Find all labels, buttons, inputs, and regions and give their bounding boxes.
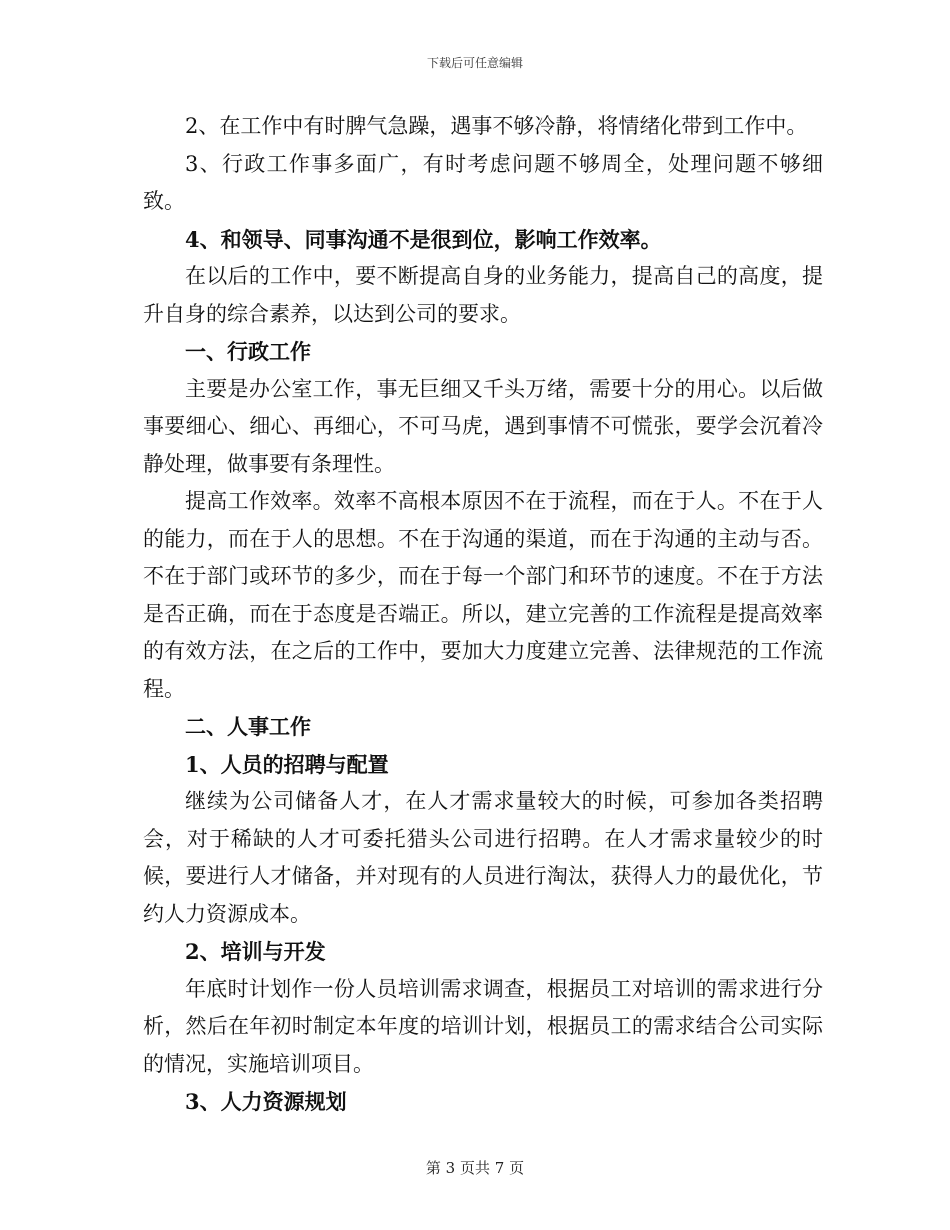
- section-heading: 一、行政工作: [185, 339, 311, 364]
- paragraph: 继续为公司储备人才，在人才需求量较大的时候，可参加各类招聘会，对于稀缺的人才可委托猎头公司进行招聘。在人才需求量较少的时候，要进行人才储备，并对现有的人员进行淘汰，获得人力的最优化，节约人力资源成本。: [143, 789, 823, 926]
- paragraph: 主要是办公室工作，事无巨细又千头万绪，需要十分的用心。以后做事要细心、细心、再细心，不可马虎，遇到事情不可慌张，要学会沉着冷静处理，做事要有条理性。: [143, 376, 823, 476]
- page-footer: 第 3 页共 7 页: [425, 1159, 525, 1177]
- paragraph: 提高工作效率。效率不高根本原因不在于流程，而在于人。不在于人的能力，而在于人的思想。不在于沟通的渠道，而在于沟通的主动与否。不在于部门或环节的多少，而在于每一个部门和环节的速度。不在于方法是否正确，而在于态度是否端正。所以，建立完善的工作流程是提高效率的有效方法，在之后的工作中，要加大力度建立完善、法律规范的工作流程。: [143, 489, 823, 701]
- paragraph: 在以后的工作中，要不断提高自身的业务能力，提高自己的高度，提升自身的综合素养，以达到公司的要求。: [143, 264, 823, 326]
- document-body: [143, 108, 823, 1121]
- paragraph: 3、行政工作事多面广，有时考虑问题不够周全，处理问题不够细致。: [143, 151, 823, 213]
- section-heading: 二、人事工作: [185, 714, 311, 739]
- paragraph: 年底时计划作一份人员培训需求调查，根据员工对培训的需求进行分析，然后在年初时制定本年度的培训计划，根据员工的需求结合公司实际的情况，实施培训项目。: [143, 976, 823, 1076]
- subsection-heading: 2、培训与开发: [185, 939, 326, 964]
- paragraph: 2、在工作中有时脾气急躁，遇事不够冷静，将情绪化带到工作中。: [185, 114, 808, 138]
- subsection-heading: 1、人员的招聘与配置: [185, 751, 389, 777]
- bold-paragraph: 4、和领导、同事沟通不是很到位，影响工作效率。: [185, 226, 662, 252]
- page-header: 下载后可任意编辑: [426, 56, 523, 70]
- subsection-heading: 3、人力资源规划: [185, 1089, 347, 1114]
